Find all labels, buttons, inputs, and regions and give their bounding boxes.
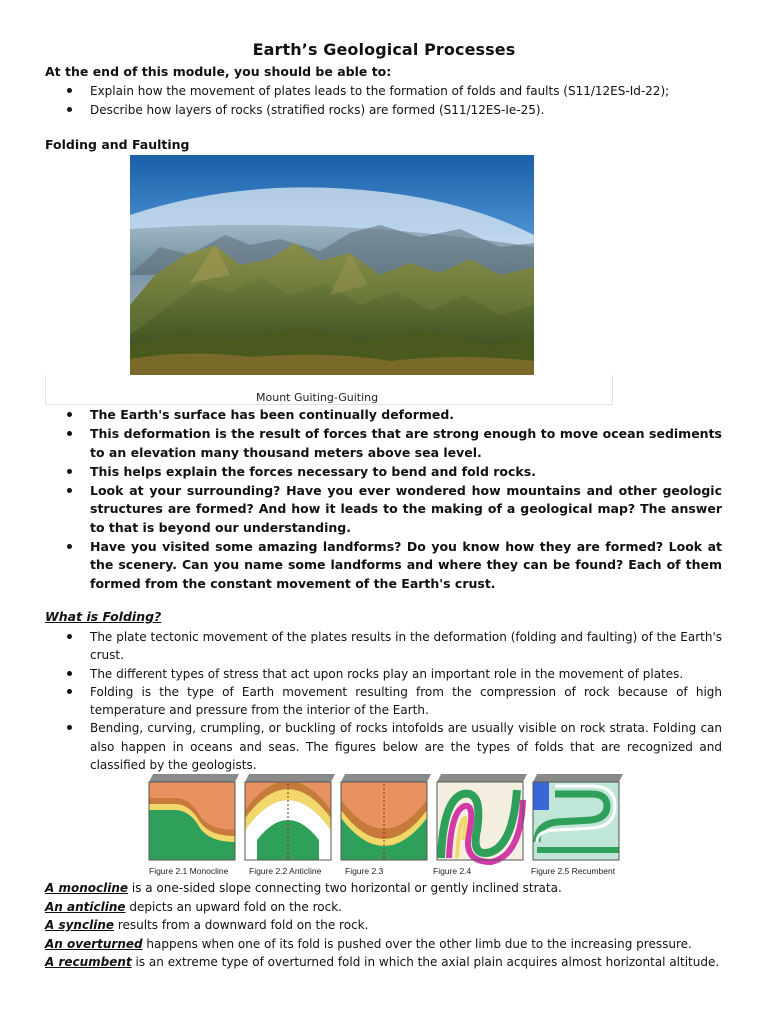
anticline-diagram	[245, 774, 335, 860]
fold-types-figure	[145, 770, 627, 880]
page-title: Earth’s Geological Processes	[252, 40, 516, 59]
folding-list	[45, 628, 722, 774]
list-item: Look at your surrounding? Have you ever wondered how mountains and other geologic structures are formed? And how it leads to the making of a geological map? The answer to that is beyond our understanding.	[45, 482, 722, 537]
definition-line	[45, 879, 735, 898]
list-item: Bending, curving, crumpling, or buckling of rocks intofolds are usually visible on rock strata. Folding can also happen in oceans and seas. The figures below are the types of folds that are recognized and classified by the geologists.	[45, 719, 722, 774]
fold-diagrams	[145, 770, 627, 880]
definition-text: happens when one of its fold is pushed over the other limb due to the increasing pressure.	[142, 936, 692, 951]
list-item: The plate tectonic movement of the plates results in the deformation (folding and faulting) of the Earth's crust.	[45, 628, 722, 665]
definition-text: is a one-sided slope connecting two horizontal or gently inclined strata.	[128, 881, 562, 895]
fold-definitions	[45, 879, 735, 972]
figure-caption: Figure 2.4	[433, 866, 472, 876]
list-item: The Earth's surface has been continually deformed.	[45, 406, 722, 424]
list-item: Describe how layers of rocks (stratified rocks) are formed (S11/12ES-Ie-25).	[45, 101, 725, 120]
folding-heading: What is Folding?	[45, 609, 162, 624]
photo-caption: Mount Guiting-Guiting	[256, 391, 379, 404]
definition-term: An overturned	[45, 936, 143, 951]
figure-caption: Figure 2.1 Monocline	[149, 866, 229, 876]
figure-caption: Figure 2.5 Recumbent	[531, 866, 616, 876]
list-item: This helps explain the forces necessary to bend and fold rocks.	[45, 463, 722, 481]
definition-text: results from a downward fold on the rock.	[114, 918, 369, 932]
definition-text: depicts an upward fold on the rock.	[125, 899, 342, 914]
recumbent-diagram	[533, 774, 623, 860]
definition-term: A syncline	[45, 918, 114, 932]
definition-line	[45, 935, 735, 954]
photo-figure	[45, 155, 612, 405]
definition-line	[45, 953, 735, 972]
definition-text: is an extreme type of overturned fold in which the axial plain acquires almost horizontal altitude.	[131, 955, 720, 969]
objectives-list	[45, 82, 725, 119]
definition-term: A recumbent	[45, 955, 132, 969]
monocline-diagram	[149, 774, 239, 860]
list-item: This deformation is the result of forces that are strong enough to move ocean sediments to an elevation many thousand meters above sea level.	[45, 425, 722, 462]
figure-caption: Figure 2.2 Anticline	[249, 866, 322, 876]
figure-caption: Figure 2.3	[345, 866, 384, 876]
list-item: Explain how the movement of plates leads to the formation of folds and faults (S11/12ES-Id-22);	[45, 82, 725, 101]
key-points-list	[45, 406, 722, 594]
syncline-diagram	[341, 774, 431, 860]
list-item: Have you visited some amazing landforms? Do you know how they are formed? Look at the scenery. Can you name some landforms and where they can be found? Each of them formed from the constant movement of the Earth's crust.	[45, 538, 722, 593]
definition-term: An anticline	[45, 899, 126, 914]
definition-line	[45, 916, 735, 935]
mountain-photo	[130, 155, 534, 375]
definition-term: A monocline	[45, 881, 129, 895]
overturned-diagram	[437, 774, 527, 862]
mountain-landscape-image	[130, 155, 534, 375]
list-item: The different types of stress that act upon rocks play an important role in the movement of plates.	[45, 665, 722, 683]
section-heading: Folding and Faulting	[45, 137, 190, 152]
objectives-heading: At the end of this module, you should be able to:	[45, 64, 392, 79]
definition-line	[45, 898, 735, 917]
list-item: Folding is the type of Earth movement resulting from the compression of rock because of high temperature and pressure from the interior of the Earth.	[45, 683, 722, 720]
